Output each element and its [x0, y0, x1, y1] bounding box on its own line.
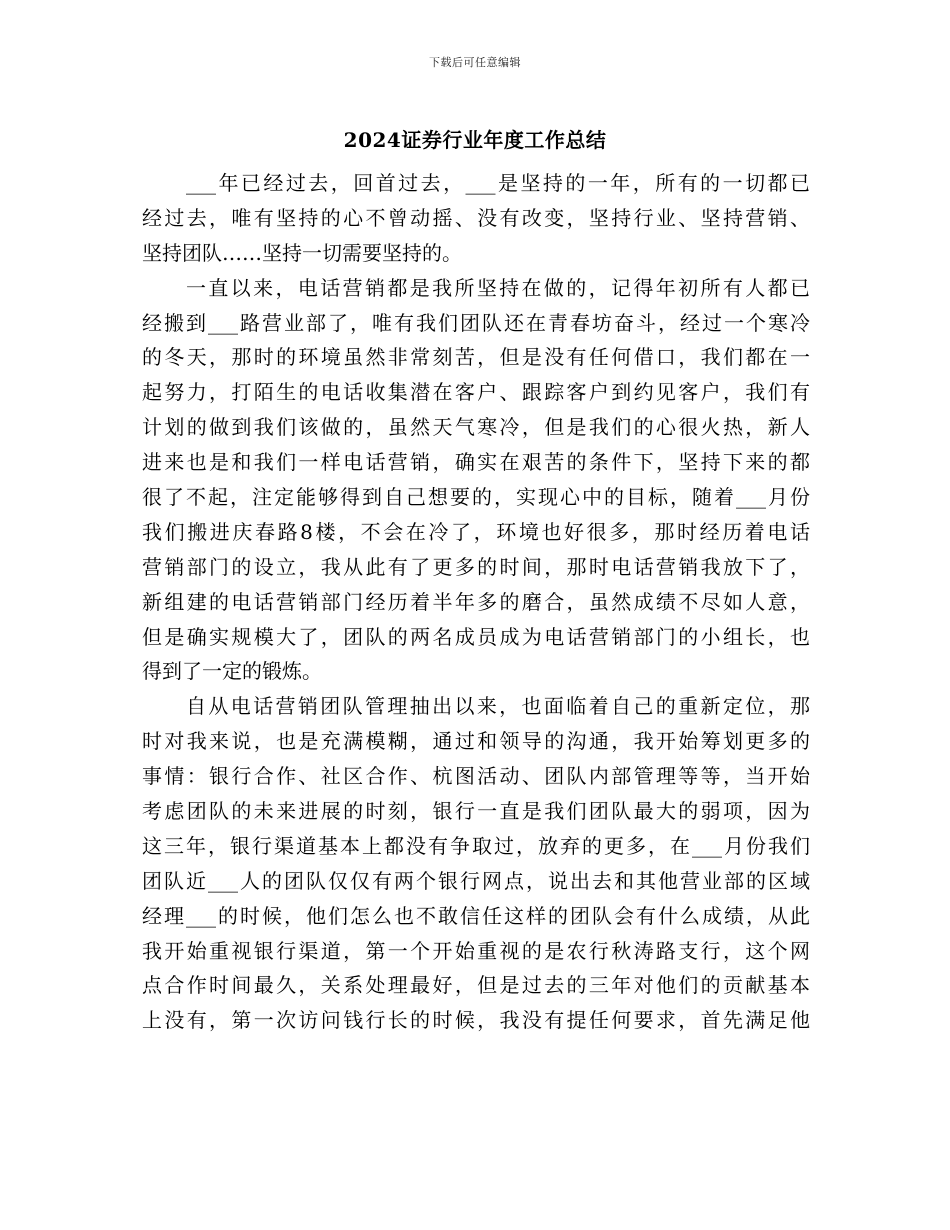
text-line: 团队近___人的团队仅仅有两个银行网点，说出去和其他营业部的区域 [142, 868, 810, 893]
text-line: 坚持团队……坚持一切需要坚持的。 [142, 240, 462, 265]
text-line: 计划的做到我们该做的，虽然天气寒冷，但是我们的心很火热，新人 [142, 415, 810, 440]
text-line: 上没有，第一次访问钱行长的时候，我没有提任何要求，首先满足他 [142, 1008, 810, 1033]
document-body [142, 166, 810, 1038]
text-line: 营销部门的设立，我从此有了更多的时间，那时电话营销我放下了， [142, 554, 810, 579]
text-line: 事情：银行合作、社区合作、杭图活动、团队内部管理等等，当开始 [142, 764, 810, 789]
text-line: 起努力，打陌生的电话收集潜在客户、跟踪客户到约见客户，我们有 [142, 380, 810, 405]
text-line: 但是确实规模大了，团队的两名成员成为电话营销部门的小组长，也 [142, 624, 810, 649]
text-line: 进来也是和我们一样电话营销，确实在艰苦的条件下，坚持下来的都 [142, 450, 810, 475]
text-line: 自从电话营销团队管理抽出以来，也面临着自己的重新定位，那 [186, 694, 810, 719]
text-line: 经过去，唯有坚持的心不曾动摇、没有改变，坚持行业、坚持营销、 [142, 205, 810, 230]
paragraph-3 [142, 689, 810, 1038]
text-line: 这三年，银行渠道基本上都没有争取过，放弃的更多，在___月份我们 [142, 833, 810, 858]
text-line: 我们搬进庆春路8楼，不会在冷了，环境也好很多，那时经历着电话 [142, 519, 810, 544]
document-title: 2024证券行业年度工作总结 [343, 128, 607, 152]
text-line: 新组建的电话营销部门经历着半年多的磨合，虽然成绩不尽如人意， [142, 589, 810, 614]
paragraph-2 [142, 271, 810, 690]
text-line: 经搬到___路营业部了，唯有我们团队还在青春坊奋斗，经过一个寒冷 [142, 310, 810, 335]
text-line: ___年已经过去，回首过去，___是坚持的一年，所有的一切都已 [186, 171, 810, 195]
text-line: 得到了一定的锻炼。 [142, 659, 322, 684]
text-line: 一直以来，电话营销都是我所坚持在做的，记得年初所有人都已 [186, 275, 810, 300]
text-line: 我开始重视银行渠道，第一个开始重视的是农行秋涛路支行，这个网 [142, 938, 810, 963]
header-note: 下载后可任意编辑 [429, 56, 521, 69]
text-line: 经理___的时候，他们怎么也不敢信任这样的团队会有什么成绩，从此 [142, 903, 810, 928]
text-line: 考虑团队的未来进展的时刻，银行一直是我们团队最大的弱项，因为 [142, 799, 810, 824]
text-line: 很了不起，注定能够得到自己想要的，实现心中的目标，随着___月份 [142, 485, 810, 510]
text-line: 时对我来说，也是充满模糊，通过和领导的沟通，我开始筹划更多的 [142, 729, 810, 754]
paragraph-1 [142, 166, 810, 271]
text-line: 点合作时间最久，关系处理最好，但是过去的三年对他们的贡献基本 [142, 973, 810, 998]
text-line: 的冬天，那时的环境虽然非常刻苦，但是没有任何借口，我们都在一 [142, 345, 810, 370]
